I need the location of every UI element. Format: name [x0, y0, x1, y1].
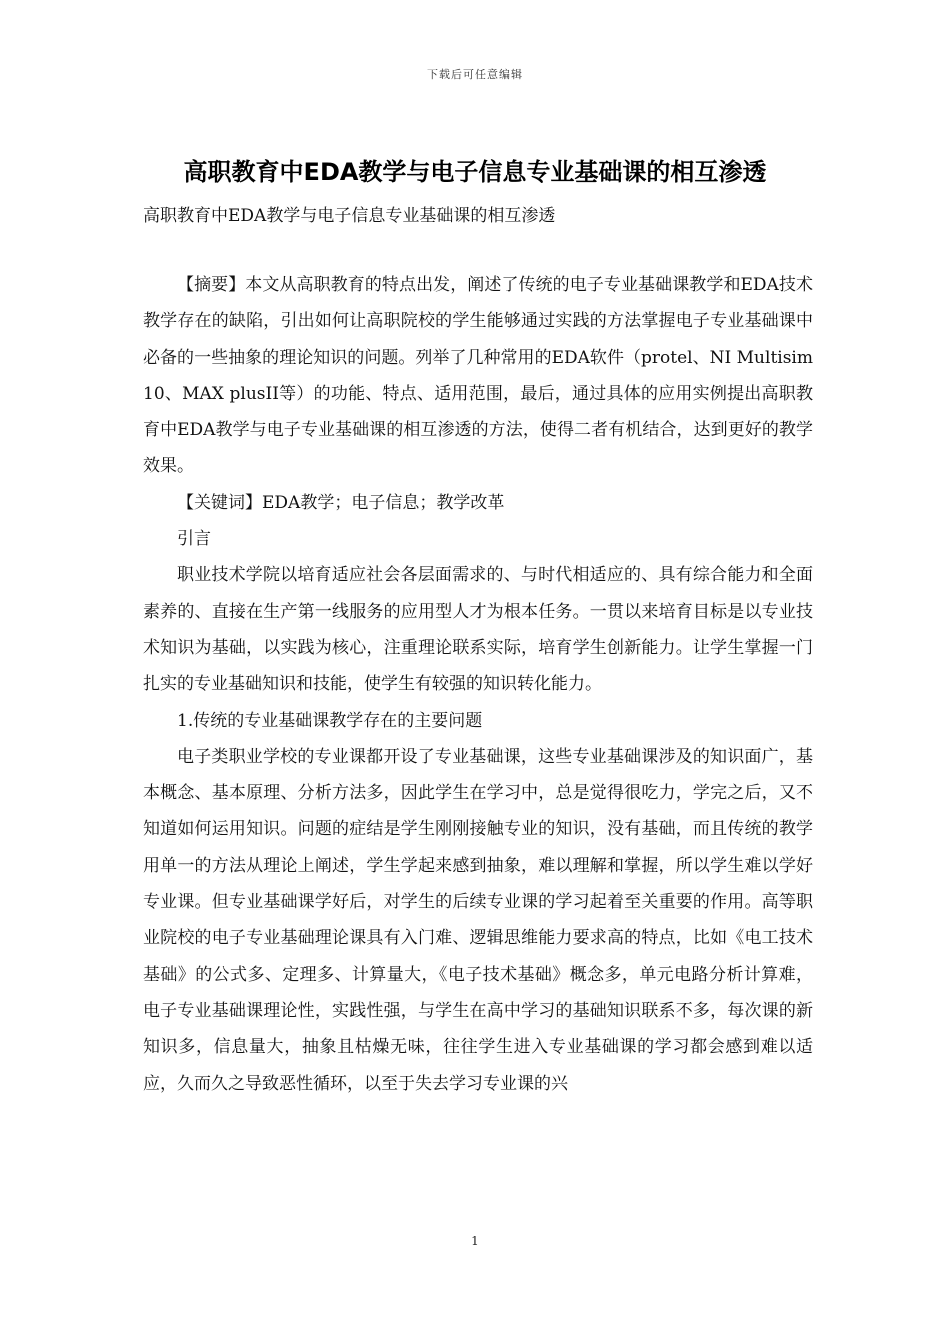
abstract-paragraph: 【摘要】本文从高职教育的特点出发，阐述了传统的电子专业基础课教学和EDA技术教学存在的缺陷，引出如何让高职院校的学生能够通过实践的方法掌握电子专业基础课中必备的一些抽象的理论知识的问题。列举了几种常用的EDA软件（protel、NI Multisim 10、MAX plusII等）的功能、特点、适用范围，最后，通过具体的应用实例提出高职教育中EDA教学与电子专业基础课的相互渗透的方法，使得二者有机结合，达到更好的教学效果。 — [143, 275, 813, 477]
section-1-paragraph: 电子类职业学校的专业课都开设了专业基础课，这些专业基础课涉及的知识面广，基本概念、基本原理、分析方法多，因此学生在学习中，总是觉得很吃力，学完之后，又不知道如何运用知识。问题的症结是学生刚刚接触专业的知识，没有基础，而且传统的教学用单一的方法从理论上阐述，学生学起来感到抽象，难以理解和掌握，所以学生难以学好专业课。但专业基础课学好后，对学生的后续专业课的学习起着至关重要的作用。高等职业院校的电子专业基础理论课具有入门难、逻辑思维能力要求高的特点，比如《电工技术基础》的公式多、定理多、计算量大，《电子技术基础》概念多，单元电路分析计算难，电子专业基础课理论性，实践性强，与学生在高中学习的基础知识联系不多，每次课的新知识多，信息量大，抽象且枯燥无味，往往学生进入专业基础课的学习都会感到难以适应，久而久之导致恶性循环，以至于失去学习专业课的兴 — [143, 746, 813, 1094]
page-number: 1 — [471, 1234, 479, 1248]
page-header-note: 下载后可任意编辑 — [427, 68, 523, 81]
document-body — [143, 267, 813, 1102]
section-1-heading: 1.传统的专业基础课教学存在的主要问题 — [177, 710, 483, 731]
document-title: 高职教育中EDA教学与电子信息专业基础课的相互渗透 — [183, 158, 767, 186]
introduction-paragraph: 职业技术学院以培育适应社会各层面需求的、与时代相适应的、具有综合能力和全面素养的、直接在生产第一线服务的应用型人才为根本任务。一贯以来培育目标是以专业技术知识为基础，以实践为核心，注重理论联系实际，培育学生创新能力。让学生掌握一门扎实的专业基础知识和技能，使学生有较强的知识转化能力。 — [143, 565, 813, 695]
introduction-heading: 引言 — [177, 529, 211, 550]
keywords-paragraph: 【关键词】EDA教学；电子信息；教学改革 — [177, 492, 505, 513]
document-subtitle: 高职教育中EDA教学与电子信息专业基础课的相互渗透 — [143, 206, 556, 226]
